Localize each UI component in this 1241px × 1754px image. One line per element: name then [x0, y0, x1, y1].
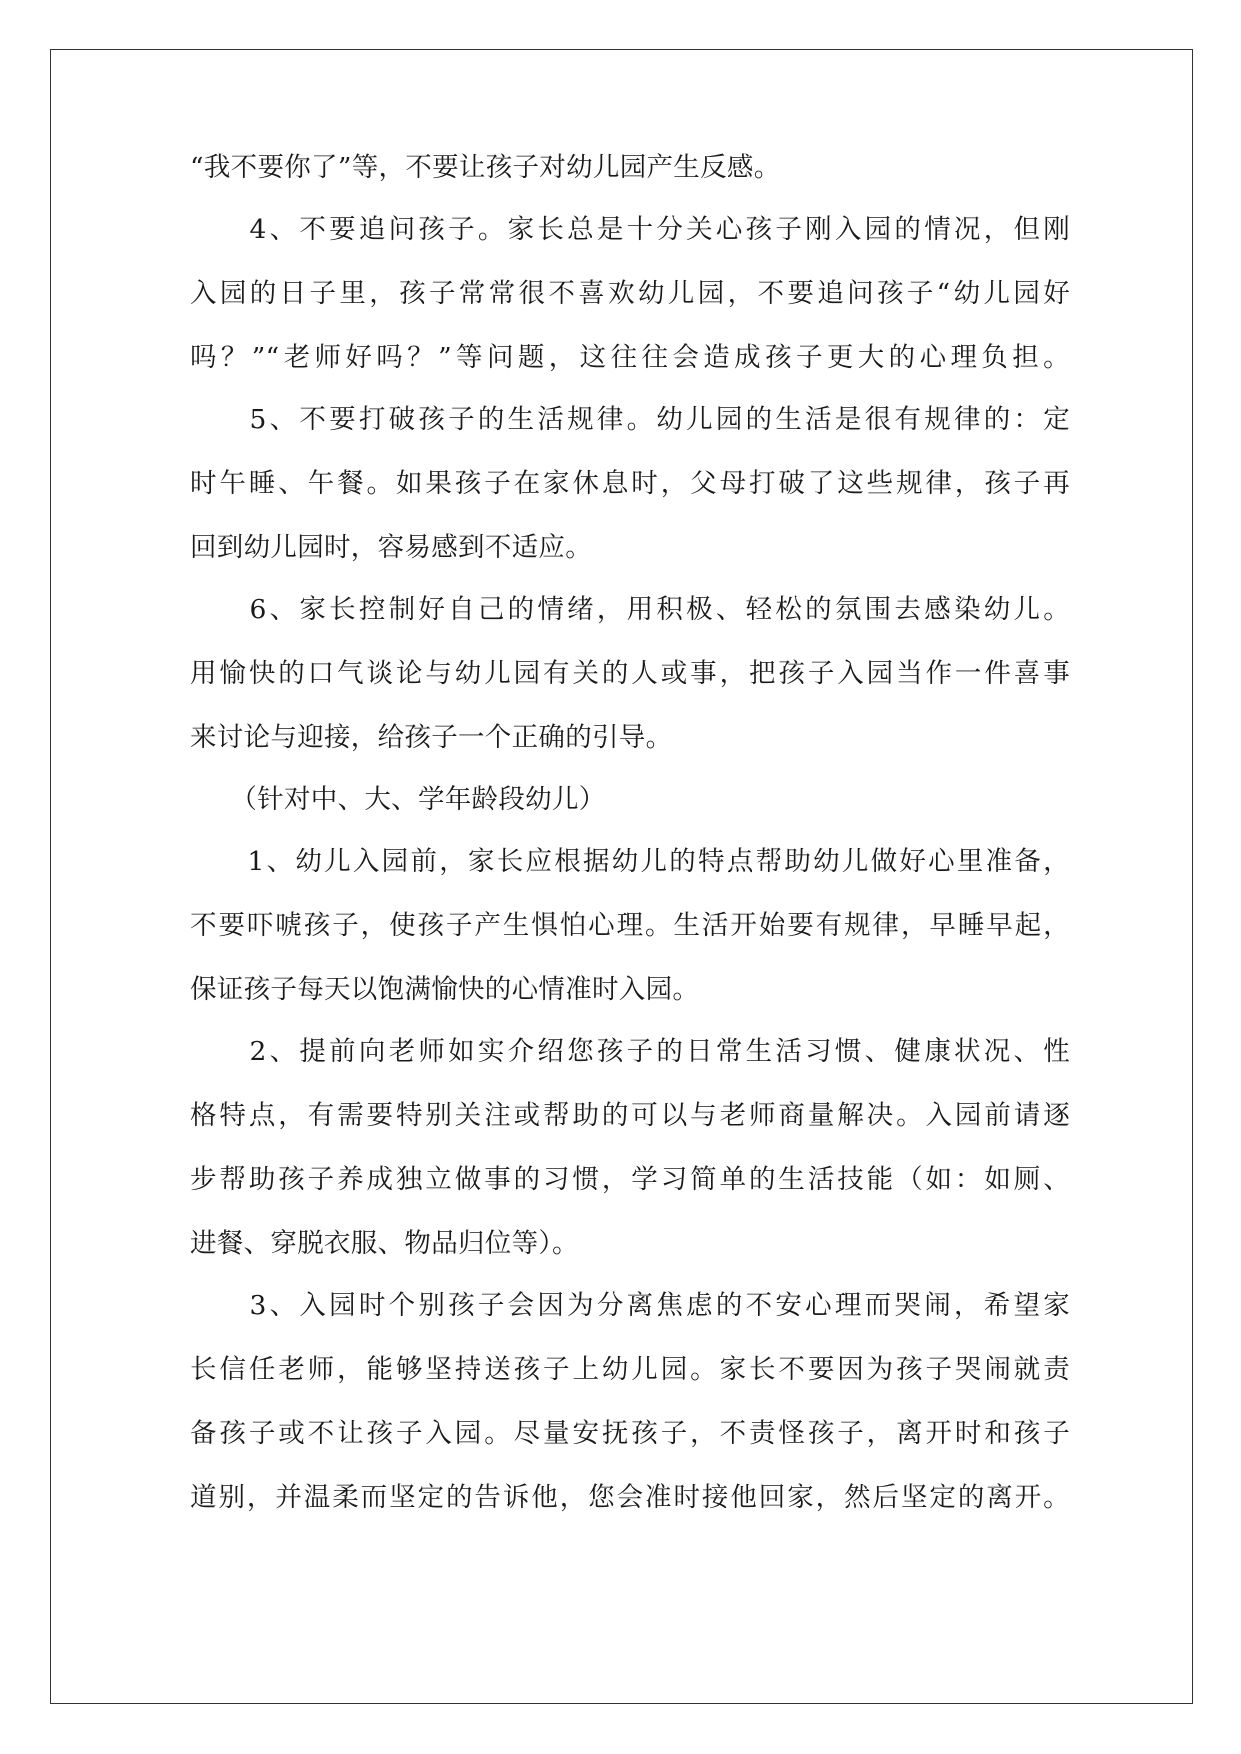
line-spacer	[190, 499, 1070, 532]
line-spacer	[190, 753, 1070, 784]
text-line: 6、家长控制好自己的情绪，用积极、轻松的氛围去感染幼儿。	[190, 594, 1070, 625]
text-line: 吗？”“老师好吗？”等问题，这往往会造成孩子更大的心理负担。	[190, 342, 1070, 373]
text-line: 4、不要追问孩子。家长总是十分关心孩子刚入园的情况，但刚	[190, 214, 1070, 245]
line-spacer	[190, 815, 1070, 846]
line-spacer	[190, 1005, 1070, 1036]
text-line: 进餐、穿脱衣服、物品归位等）。	[190, 1228, 579, 1259]
text-line: 3、入园时个别孩子会因为分离焦虑的不安心理而哭闹，希望家	[190, 1290, 1070, 1321]
line-spacer	[190, 625, 1070, 658]
text-line: 保证孩子每天以饱满愉快的心情准时入园。	[190, 974, 700, 1005]
text-line: 入园的日子里，孩子常常很不喜欢幼儿园，不要追问孩子“幼儿园好	[190, 278, 1070, 309]
text-line: 1、幼儿入园前，家长应根据幼儿的特点帮助幼儿做好心里准备，	[190, 846, 1070, 877]
line-spacer	[190, 1321, 1070, 1354]
text-line: 不要吓唬孩子，使孩子产生惧怕心理。生活开始要有规律，早睡早起，	[190, 910, 1070, 941]
text-line: 格特点，有需要特别关注或帮助的可以与老师商量解决。入园前请逐	[190, 1100, 1070, 1131]
text-line: 5、不要打破孩子的生活规律。幼儿园的生活是很有规律的：定	[190, 404, 1070, 435]
text-line: 长信任老师，能够坚持送孩子上幼儿园。家长不要因为孩子哭闹就责	[190, 1354, 1070, 1385]
line-spacer	[190, 309, 1070, 342]
text-line: 道别，并温柔而坚定的告诉他，您会准时接他回家，然后坚定的离开。	[190, 1482, 1070, 1513]
document-body	[190, 152, 1070, 1513]
text-line: 回到幼儿园时，容易感到不适应。	[190, 532, 592, 563]
text-line: 步帮助孩子养成独立做事的习惯，学习简单的生活技能（如：如厕、	[190, 1164, 1070, 1195]
line-spacer	[190, 245, 1070, 278]
line-spacer	[190, 1259, 1070, 1290]
line-spacer	[190, 1449, 1070, 1482]
line-spacer	[190, 1385, 1070, 1418]
line-spacer	[190, 1131, 1070, 1164]
line-spacer	[190, 941, 1070, 974]
line-spacer	[190, 1067, 1070, 1100]
text-line: 来讨论与迎接，给孩子一个正确的引导。	[190, 722, 673, 753]
line-spacer	[190, 373, 1070, 404]
text-line: 时午睡、午餐。如果孩子在家休息时，父母打破了这些规律，孩子再	[190, 468, 1070, 499]
line-spacer	[190, 563, 1070, 594]
line-spacer	[190, 877, 1070, 910]
line-spacer	[190, 689, 1070, 722]
text-line: 用愉快的口气谈论与幼儿园有关的人或事，把孩子入园当作一件喜事	[190, 658, 1070, 689]
line-spacer	[190, 435, 1070, 468]
line-spacer	[190, 1195, 1070, 1228]
text-line: 备孩子或不让孩子入园。尽量安抚孩子，不责怪孩子，离开时和孩子	[190, 1418, 1070, 1449]
text-line: （针对中、大、学年龄段幼儿）	[190, 784, 606, 815]
text-line: “我不要你了”等，不要让孩子对幼儿园产生反感。	[190, 152, 781, 183]
text-line: 2、提前向老师如实介绍您孩子的日常生活习惯、健康状况、性	[190, 1036, 1070, 1067]
line-spacer	[190, 183, 1070, 214]
